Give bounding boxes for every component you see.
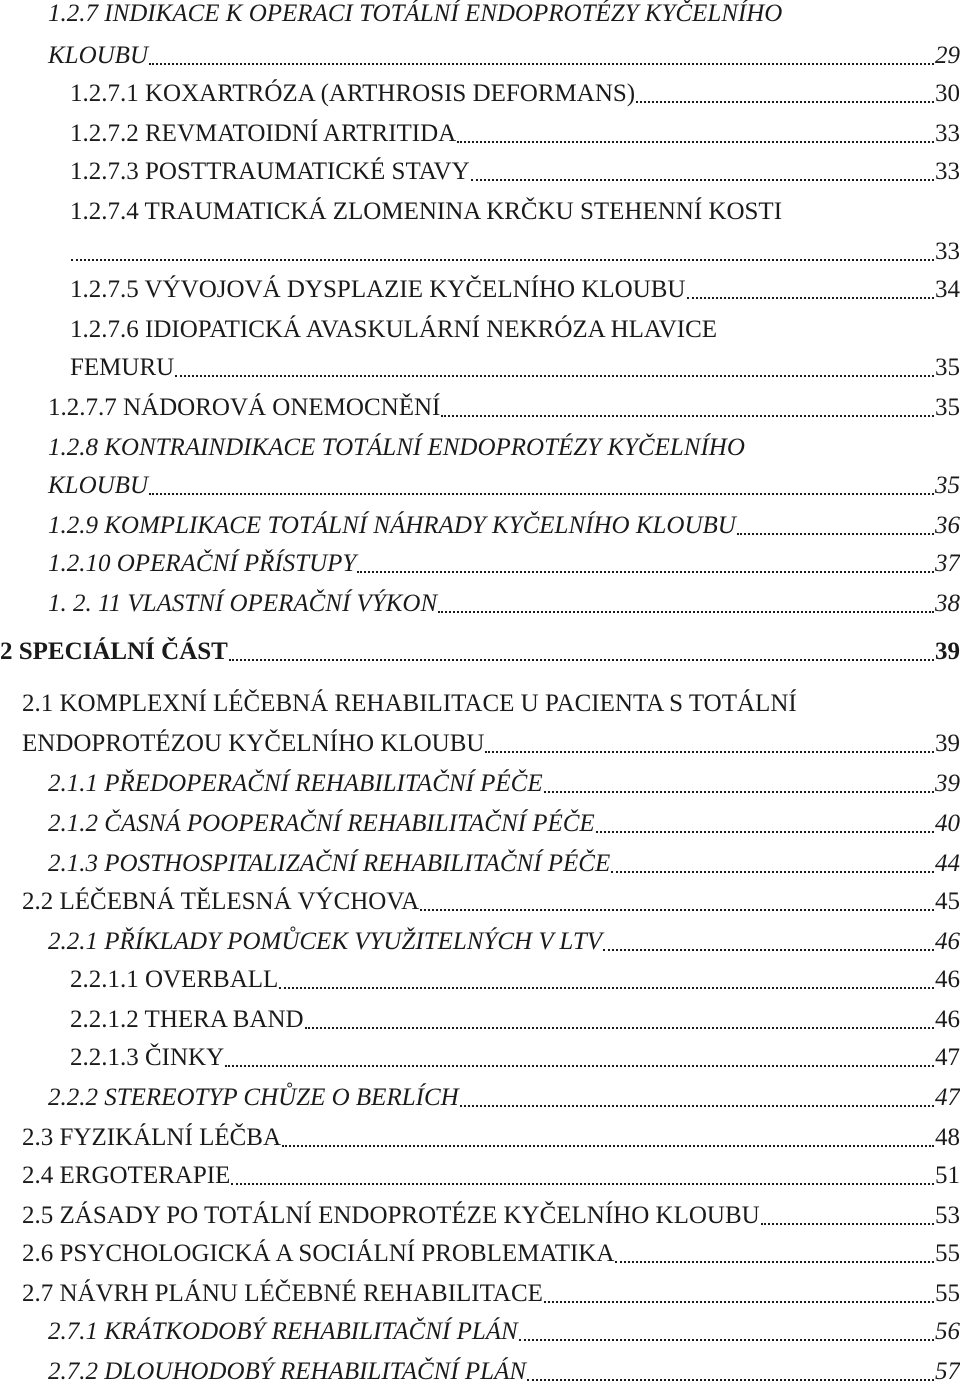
toc-entry-title: 2.7 NÁVRH PLÁNU LÉČEBNÉ REHABILITACE [22, 1280, 543, 1307]
toc-entry-title: 1.2.7 INDIKACE K OPERACI TOTÁLNÍ ENDOPROTÉZY KYČELNÍHO [48, 0, 783, 27]
toc-entry[interactable] [48, 0, 960, 32]
toc-entry[interactable] [0, 634, 960, 670]
toc-entry-page: 38 [935, 590, 960, 617]
dot-leader [611, 870, 934, 873]
toc-entry-page: 45 [935, 888, 960, 915]
toc-entry-page: 47 [935, 1044, 960, 1071]
dot-leader [305, 1026, 934, 1029]
toc-entry-page: 46 [935, 966, 960, 993]
toc-entry-page: 35 [935, 394, 960, 421]
toc-entry-page: 48 [935, 1124, 960, 1151]
toc-entry-title: 1.2.7.7 NÁDOROVÁ ONEMOCNĚNÍ [48, 394, 441, 421]
toc-entry-title: 1. 2. 11 VLASTNÍ OPERAČNÍ VÝKON [48, 590, 438, 617]
dot-leader [357, 570, 934, 573]
toc-entry-page: 39 [935, 638, 960, 665]
dot-leader [737, 532, 934, 535]
toc-entry-page: 46 [935, 1006, 960, 1033]
toc-entry[interactable] [70, 1040, 960, 1076]
toc-entry[interactable] [70, 76, 960, 112]
toc-entry-title: 2.4 ERGOTERAPIE [22, 1162, 231, 1189]
toc-entry-title: 1.2.7.6 IDIOPATICKÁ AVASKULÁRNÍ NEKRÓZA HLAVICE [70, 316, 718, 343]
toc-entry[interactable] [48, 766, 960, 802]
toc-entry-title: 2.2.1.1 OVERBALL [70, 966, 279, 993]
dot-leader [615, 1260, 934, 1263]
toc-entry[interactable] [70, 116, 960, 152]
toc-entry-page: 37 [935, 550, 960, 577]
toc-entry[interactable] [48, 390, 960, 426]
toc-entry-title: 2 SPECIÁLNÍ ČÁST [0, 638, 228, 665]
toc-entry-page: 46 [935, 928, 960, 955]
toc-entry-title: 1.2.7.3 POSTTRAUMATICKÉ STAVY [70, 158, 470, 185]
toc-entry[interactable] [48, 508, 960, 544]
toc-entry-page: 55 [935, 1240, 960, 1267]
toc-entry[interactable] [70, 194, 960, 230]
toc-entry-title: 2.2.1.3 ČINKY [70, 1044, 225, 1071]
toc-entry-page: 39 [935, 730, 960, 757]
toc-entry[interactable] [48, 1314, 960, 1350]
toc-entry[interactable] [22, 1276, 960, 1312]
toc-entry[interactable] [22, 726, 960, 762]
dot-leader [783, 220, 959, 221]
toc-entry[interactable] [70, 154, 960, 190]
toc-entry-title: 1.2.7.1 KOXARTRÓZA (ARTHROSIS DEFORMANS) [70, 80, 636, 107]
toc-entry-title: 1.2.7.2 REVMATOIDNÍ ARTRITIDA [70, 120, 457, 147]
toc-entry-title: 2.3 FYZIKÁLNÍ LÉČBA [22, 1124, 282, 1151]
dot-leader [420, 908, 934, 911]
toc-entry-title: FEMURU [70, 354, 175, 381]
toc-entry[interactable] [22, 1236, 960, 1272]
toc-entry-page: 29 [935, 42, 960, 69]
toc-entry-page: 47 [935, 1084, 960, 1111]
toc-entry[interactable] [48, 806, 960, 842]
dot-leader [687, 296, 935, 299]
dot-leader [149, 492, 934, 495]
dot-leader [438, 610, 934, 613]
toc-entry[interactable] [48, 1080, 960, 1116]
toc-entry-page: 34 [935, 276, 960, 303]
toc-entry-title: 2.1.2 ČASNÁ POOPERAČNÍ REHABILITAČNÍ PÉČE [48, 810, 595, 837]
toc-entry-title: 2.1.3 POSTHOSPITALIZAČNÍ REHABILITAČNÍ PÉČE [48, 850, 611, 877]
toc-entry-title: 2.2.1 PŘÍKLADY POMŮCEK VYUŽITELNÝCH V LTV [48, 928, 602, 955]
toc-entry[interactable] [48, 430, 960, 466]
toc-entry-title: 2.1 KOMPLEXNÍ LÉČEBNÁ REHABILITACE U PACIENTA S TOTÁLNÍ [22, 690, 797, 717]
dot-leader [798, 712, 959, 713]
dot-leader [485, 750, 934, 753]
dot-leader [460, 1104, 934, 1107]
toc-entry-page: 39 [935, 770, 960, 797]
dot-leader [279, 986, 934, 989]
dot-leader [282, 1144, 934, 1147]
toc-entry-title: KLOUBU [48, 472, 149, 499]
dot-leader [229, 658, 934, 661]
toc-entry-page: 36 [935, 512, 960, 539]
toc-entry-title: 2.5 ZÁSADY PO TOTÁLNÍ ENDOPROTÉZE KYČELNÍHO KLOUBU [22, 1202, 760, 1229]
dot-leader [175, 374, 934, 377]
toc-entry-title: 1.2.10 OPERAČNÍ PŘÍSTUPY [48, 550, 357, 577]
toc-entry[interactable] [22, 1120, 960, 1156]
dot-leader [544, 790, 934, 793]
toc-entry-page: 44 [935, 850, 960, 877]
dot-leader [636, 100, 934, 103]
toc-entry-page: 40 [935, 810, 960, 837]
dot-leader [603, 948, 934, 951]
toc-entry[interactable] [48, 468, 960, 504]
dot-leader [441, 414, 934, 417]
toc-entry-title: 2.2.2 STEREOTYP CHŮZE O BERLÍCH [48, 1084, 459, 1111]
dot-leader [544, 1300, 934, 1303]
dot-leader [761, 1222, 934, 1225]
dot-leader [231, 1182, 934, 1185]
dot-leader [527, 1378, 934, 1381]
toc-entry[interactable] [70, 962, 960, 998]
toc-entry[interactable] [70, 312, 960, 348]
toc-entry[interactable] [70, 350, 960, 386]
toc-entry-page: 33 [935, 158, 960, 185]
toc-entry[interactable] [48, 546, 960, 582]
toc-entry[interactable] [22, 1158, 960, 1194]
toc-entry-page: 33 [935, 120, 960, 147]
toc-entry-title: KLOUBU [48, 42, 149, 69]
toc-entry[interactable] [70, 1002, 960, 1038]
toc-entry-title: 2.2 LÉČEBNÁ TĚLESNÁ VÝCHOVA [22, 888, 420, 915]
toc-entry-title: 1.2.7.5 VÝVOJOVÁ DYSPLAZIE KYČELNÍHO KLOUBU [70, 276, 686, 303]
dot-leader [149, 62, 934, 65]
toc-entry-page: 55 [935, 1280, 960, 1307]
dot-leader [457, 140, 934, 143]
dot-leader [596, 830, 934, 833]
toc-entry-title: 1.2.9 KOMPLIKACE TOTÁLNÍ NÁHRADY KYČELNÍHO KLOUBU [48, 512, 736, 539]
toc-entry[interactable] [22, 884, 960, 920]
toc-entry-page: 57 [935, 1358, 960, 1385]
toc-entry-title: 1.2.7.4 TRAUMATICKÁ ZLOMENINA KRČKU STEHENNÍ KOSTI [70, 198, 783, 225]
toc-entry-title: 2.7.2 DLOUHODOBÝ REHABILITAČNÍ PLÁN [48, 1358, 527, 1385]
toc-entry-title: 1.2.8 KONTRAINDIKACE TOTÁLNÍ ENDOPROTÉZY KYČELNÍHO [48, 434, 745, 461]
dot-leader [718, 338, 959, 339]
dot-leader [783, 22, 959, 23]
toc-entry-page: 56 [935, 1318, 960, 1345]
toc-entry-title: ENDOPROTÉZOU KYČELNÍHO KLOUBU [22, 730, 485, 757]
toc-entry[interactable] [48, 924, 960, 960]
dot-leader [519, 1338, 934, 1341]
toc-entry[interactable] [22, 1198, 960, 1234]
toc-entry-title: 2.1.1 PŘEDOPERAČNÍ REHABILITAČNÍ PÉČE [48, 770, 543, 797]
toc-entry[interactable] [70, 272, 960, 308]
toc-entry[interactable] [48, 38, 960, 74]
toc-entry[interactable] [22, 686, 960, 722]
toc-entry[interactable] [48, 1354, 960, 1390]
dot-leader [746, 456, 959, 457]
toc-entry-page: 35 [935, 472, 960, 499]
toc-entry-page: 33 [935, 238, 960, 265]
dot-leader [225, 1064, 934, 1067]
toc-entry[interactable] [48, 586, 960, 622]
toc-entry-page: 53 [935, 1202, 960, 1229]
toc-entry-page: 30 [935, 80, 960, 107]
toc-entry-title: 2.7.1 KRÁTKODOBÝ REHABILITAČNÍ PLÁN [48, 1318, 518, 1345]
toc-entry-page: 35 [935, 354, 960, 381]
toc-entry-title: 2.6 PSYCHOLOGICKÁ A SOCIÁLNÍ PROBLEMATIKA [22, 1240, 615, 1267]
toc-entry-title: 2.2.1.2 THERA BAND [70, 1006, 304, 1033]
dot-leader [471, 178, 934, 181]
dot-leader [71, 258, 934, 261]
toc-entry[interactable] [70, 234, 960, 270]
toc-entry-page: 51 [935, 1162, 960, 1189]
toc-entry[interactable] [48, 846, 960, 882]
